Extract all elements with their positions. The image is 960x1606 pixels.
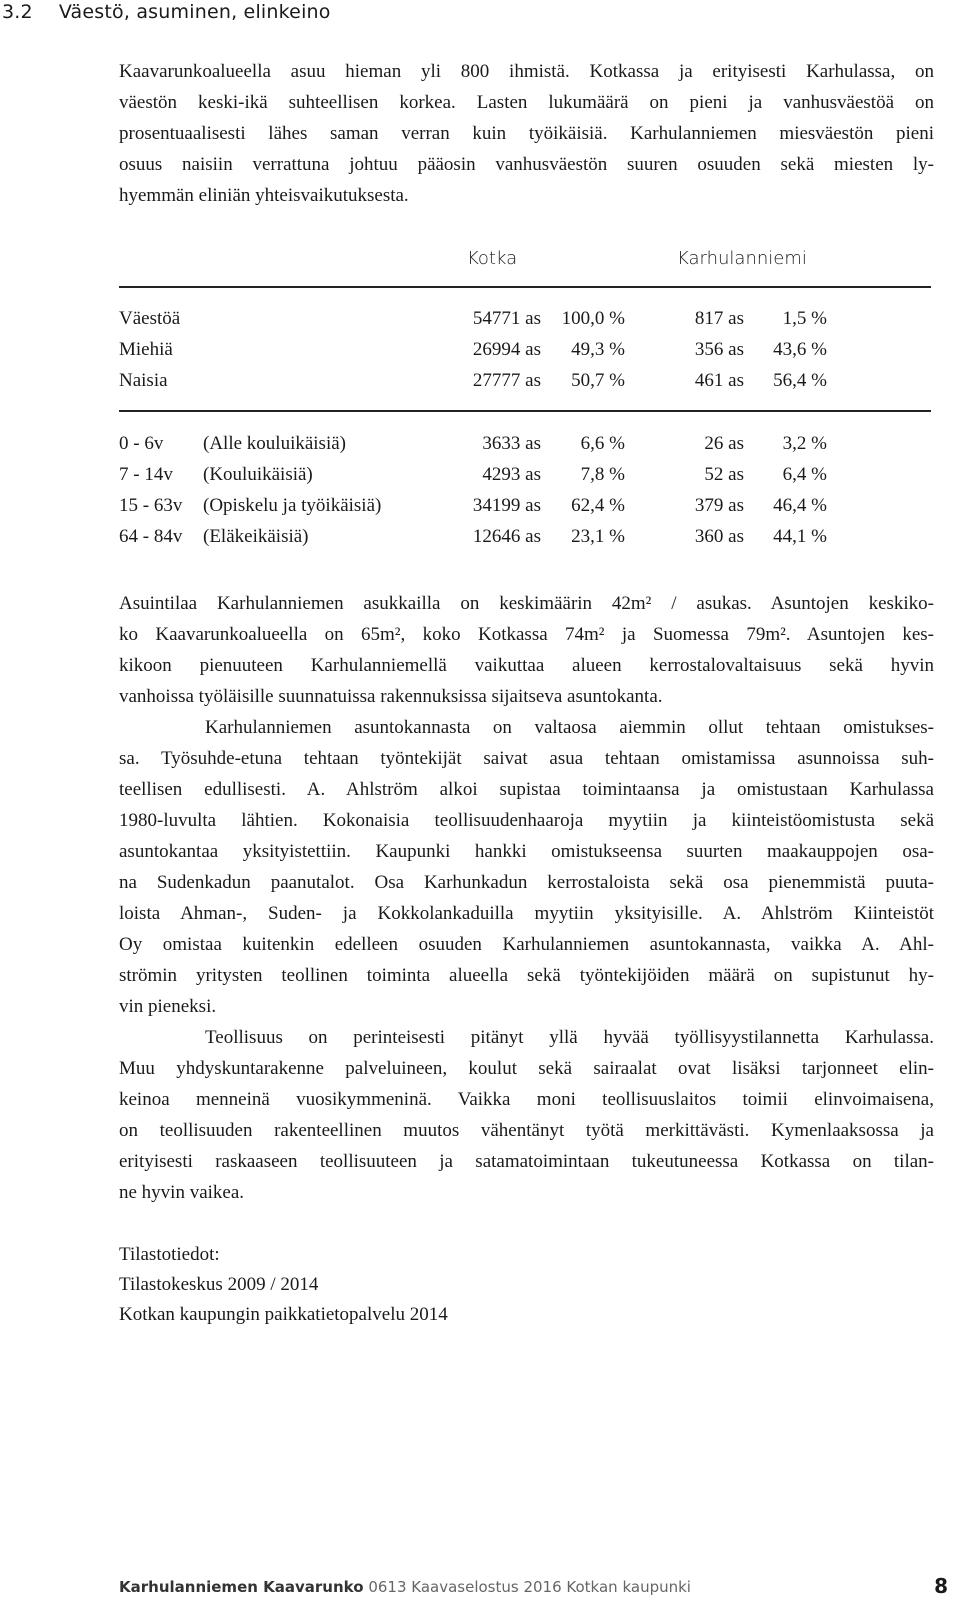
sources-title: Tilastotiedot: — [119, 1244, 220, 1265]
age-range: 7 - 14v — [119, 464, 173, 485]
text-line: kikoon pienuuteen Karhulanniemellä vaikuttaa alueen kerrostalovaltaisuus sekä hyvin — [119, 655, 934, 676]
kotka-count: 4293 as — [482, 464, 541, 485]
row-label: Naisia — [119, 370, 168, 391]
sources-block — [119, 1240, 448, 1330]
kotka-count: 34199 as — [472, 495, 541, 516]
kotka-count: 3633 as — [482, 433, 541, 454]
text-line: na Sudenkadun paanutalot. Osa Karhunkadun kerrostaloista sekä osa pienemmistä puuta- — [119, 872, 934, 893]
kotka-count: 54771 as — [472, 308, 541, 329]
source-item: Kotkan kaupungin paikkatietopalvelu 2014 — [119, 1304, 448, 1325]
text-line: vanhoissa työläisille suunnatuissa rakennuksissa sijaitseva asuntokanta. — [119, 686, 663, 707]
age-description: (Opiskelu ja työikäisiä) — [203, 495, 382, 516]
karhulanniemi-percent: 56,4 % — [773, 370, 827, 391]
text-line: Kaavarunkoalueella asuu hieman yli 800 ihmistä. Kotkassa ja erityisesti Karhulassa, on — [119, 61, 934, 82]
page-footer — [119, 1578, 691, 1596]
text-line: keinoa menneinä vuosikymmeninä. Vaikka moni teollisuuslaitos toimii elinvoimaisena, — [119, 1089, 934, 1110]
text-line: ne hyvin vaikea. — [119, 1182, 245, 1203]
age-description: (Kouluikäisiä) — [203, 464, 313, 485]
text-line: sa. Työsuhde-etuna tehtaan työntekijät saivat asua tehtaan omistamissa asunnoissa suh- — [119, 748, 934, 769]
text-line: hyemmän eliniän yhteisvaikutuksesta. — [119, 185, 409, 206]
kotka-count: 27777 as — [472, 370, 541, 391]
text-line: loista Ahman-, Suden- ja Kokkolankaduilla myytiin yksityisille. A. Ahlström Kiinteistöt — [119, 903, 934, 924]
column-header-kotka: Kotka — [467, 248, 518, 269]
text-line: Karhulanniemen asuntokannasta on valtaosa aiemmin ollut tehtaan omistukses- — [205, 717, 934, 738]
text-line: prosentuaalisesti lähes saman verran kuin työikäisiä. Karhulanniemen miesväestön pieni — [119, 123, 934, 144]
section-title: Väestö, asuminen, elinkeino — [58, 1, 331, 23]
karhulanniemi-percent: 6,4 % — [782, 464, 827, 485]
footer-document: 0613 Kaavaselostus 2016 Kotkan kaupunki — [368, 1578, 691, 1596]
age-description: (Alle kouluikäisiä) — [203, 433, 346, 454]
source-item: Tilastokeskus 2009 / 2014 — [119, 1274, 319, 1295]
karhulanniemi-percent: 46,4 % — [773, 495, 827, 516]
text-line: Teollisuus on perinteisesti pitänyt yllä hyvää työllisyystilannetta Karhulassa. — [205, 1027, 934, 1048]
text-line: vin pieneksi. — [119, 996, 217, 1017]
age-description: (Eläkeikäisiä) — [203, 526, 309, 547]
age-range: 64 - 84v — [119, 526, 183, 547]
age-range: 0 - 6v — [119, 433, 164, 454]
text-line: osuus naisiin verrattuna johtuu pääosin vanhusväestön suuren osuuden sekä miesten ly- — [119, 154, 934, 175]
kotka-percent: 7,8 % — [580, 464, 625, 485]
row-label: Väestöä — [119, 308, 181, 329]
kotka-percent: 23,1 % — [571, 526, 625, 547]
kotka-percent: 62,4 % — [571, 495, 625, 516]
karhulanniemi-count: 26 as — [704, 433, 744, 454]
industry-paragraph — [119, 1022, 934, 1208]
text-line: Muu yhdyskuntarakenne palveluineen, koulut sekä sairaalat ovat lisäksi tarjonneet elin- — [119, 1058, 934, 1079]
section-number: 3.2 — [2, 1, 33, 23]
section-heading — [2, 1, 331, 23]
text-line: Oy omistaa kuitenkin edelleen osuuden Karhulanniemen asuntokannasta, vaikka A. Ahl- — [119, 934, 934, 955]
text-line: strömin yritysten teollinen toiminta alueella sekä työntekijöiden määrä on supistunut hy- — [119, 965, 934, 986]
karhulanniemi-percent: 43,6 % — [773, 339, 827, 360]
kotka-percent: 6,6 % — [580, 433, 625, 454]
text-line: teellisen edullisesti. A. Ahlström alkoi supistaa toimintaansa ja omistustaan Karhulassa — [119, 779, 934, 800]
kotka-count: 12646 as — [472, 526, 541, 547]
karhulanniemi-count: 360 as — [694, 526, 744, 547]
text-line: ko Kaavarunkoalueella on 65m², koko Kotkassa 74m² ja Suomessa 79m². Asuntojen kes- — [119, 624, 934, 645]
karhulanniemi-count: 817 as — [694, 308, 744, 329]
karhulanniemi-count: 356 as — [694, 339, 744, 360]
text-line: 1980-luvulta lähtien. Kokonaisia teollisuudenhaaroja myytiin ja kiinteistöomistusta sekä — [119, 810, 934, 831]
kotka-percent: 100,0 % — [561, 308, 625, 329]
text-line: on teollisuuden rakenteellinen muutos vähentänyt työtä merkittävästi. Kymenlaaksossa ja — [119, 1120, 934, 1141]
text-line: asuntokantaa yksityistettiin. Kaupunki hankki omistukseensa suurten maakauppojen osa- — [119, 841, 934, 862]
text-line: erityisesti raskaaseen teollisuuteen ja satamatoimintaan tukeutuneessa Kotkassa on tilan- — [119, 1151, 934, 1172]
column-header-karhulanniemi: Karhulanniemi — [677, 248, 807, 269]
row-label: Miehiä — [119, 339, 173, 360]
table-rule — [119, 286, 931, 288]
age-range: 15 - 63v — [119, 495, 183, 516]
page-number: 8 — [934, 1574, 948, 1598]
housing-paragraph — [119, 588, 934, 712]
karhulanniemi-percent: 3,2 % — [782, 433, 827, 454]
kotka-percent: 49,3 % — [571, 339, 625, 360]
karhulanniemi-count: 52 as — [704, 464, 744, 485]
karhulanniemi-count: 379 as — [694, 495, 744, 516]
intro-paragraph — [119, 56, 934, 211]
kotka-percent: 50,7 % — [571, 370, 625, 391]
karhulanniemi-percent: 1,5 % — [782, 308, 827, 329]
karhulanniemi-count: 461 as — [694, 370, 744, 391]
ownership-paragraph — [119, 712, 934, 1022]
text-line: Asuintilaa Karhulanniemen asukkailla on keskimäärin 42m² / asukas. Asuntojen keskiko- — [119, 593, 934, 614]
text-line: väestön keski-ikä suhteellisen korkea. Lasten lukumäärä on pieni ja vanhusväestöä on — [119, 92, 934, 113]
kotka-count: 26994 as — [472, 339, 541, 360]
karhulanniemi-percent: 44,1 % — [773, 526, 827, 547]
table-rule — [119, 410, 931, 412]
footer-project: Karhulanniemen Kaavarunko — [119, 1578, 364, 1596]
